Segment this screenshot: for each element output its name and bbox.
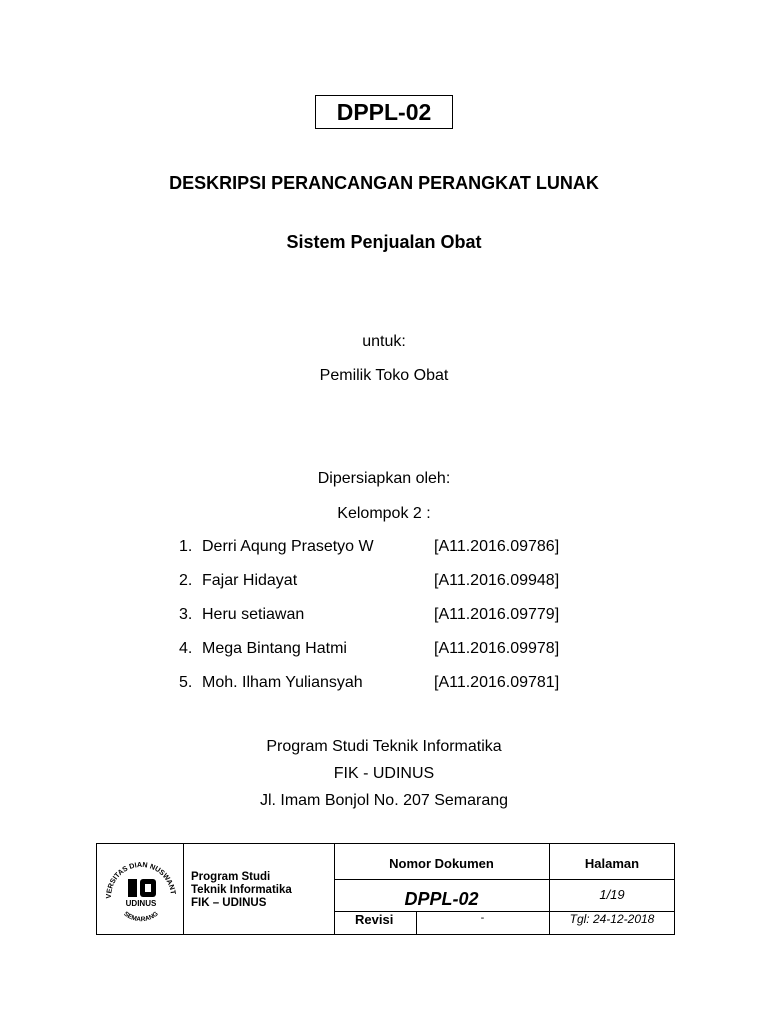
document-footer-table: [96, 843, 675, 935]
member-row: [179, 605, 560, 625]
member-number: 3.: [179, 606, 193, 623]
member-name: Mega Bintang Hatmi: [202, 640, 347, 657]
document-title: DESKRIPSI PERANCANGAN PERANGKAT LUNAK: [169, 173, 599, 193]
member-nim: [A11.2016.09948]: [434, 572, 560, 589]
logo-center-text: UDINUS: [125, 899, 157, 908]
logo-arc-text: VERSITAS DIAN NUSWANT: [103, 859, 178, 899]
member-name: Heru setiawan: [202, 606, 305, 623]
svg-text:SEMARANG: [122, 911, 159, 924]
client-name: Pemilik Toko Obat: [319, 367, 449, 384]
member-nim: [A11.2016.09978]: [434, 640, 560, 657]
member-number: 2.: [179, 572, 193, 589]
member-number: 4.: [179, 640, 193, 657]
member-number: 1.: [179, 538, 193, 555]
page-value: 1/19: [599, 887, 625, 902]
system-name: Sistem Penjualan Obat: [286, 232, 482, 252]
svg-text:UNIVERSITAS DIAN NUSWANTORO: [101, 857, 178, 899]
member-nim: [A11.2016.09781]: [434, 674, 560, 691]
member-row: [179, 537, 560, 557]
member-row: [179, 639, 560, 659]
footer-program-line: FIK – UDINUS: [191, 897, 267, 909]
document-date: Tgl: 24-12-2018: [569, 912, 655, 926]
member-number: 5.: [179, 674, 193, 691]
document-code: DPPL-02: [315, 95, 453, 129]
university-logo: [101, 857, 181, 937]
logo-arc-bottom-text: SEMARANG: [122, 910, 160, 924]
footer-program-line: Program Studi: [191, 871, 271, 883]
member-nim: [A11.2016.09779]: [434, 606, 560, 623]
for-label: untuk:: [362, 333, 406, 350]
member-name: Fajar Hidayat: [202, 572, 298, 589]
institution-program: Program Studi Teknik Informatika: [266, 738, 502, 755]
doc-number-label: Nomor Dokumen: [389, 856, 494, 871]
member-row: [179, 571, 560, 591]
revision-label: Revisi: [355, 912, 394, 927]
divider: [183, 844, 184, 934]
member-nim: [A11.2016.09786]: [434, 538, 560, 555]
member-name: Moh. Ilham Yuliansyah: [202, 674, 363, 691]
prepared-by-label: Dipersiapkan oleh:: [317, 470, 451, 487]
institution-address: Jl. Imam Bonjol No. 207 Semarang: [259, 792, 509, 809]
divider: [334, 879, 675, 880]
university-seal-icon: [101, 857, 181, 937]
footer-doc-code: DPPL-02: [404, 889, 479, 909]
member-row: [179, 673, 560, 693]
institution-faculty: FIK - UDINUS: [333, 765, 435, 782]
footer-program-line: Teknik Informatika: [191, 884, 292, 896]
member-name: Derri Aqung Prasetyo W: [202, 538, 374, 555]
group-label: Kelompok 2 :: [337, 505, 431, 522]
revision-value: -: [480, 912, 485, 924]
footer-program: [191, 871, 292, 910]
page-label: Halaman: [584, 856, 640, 871]
